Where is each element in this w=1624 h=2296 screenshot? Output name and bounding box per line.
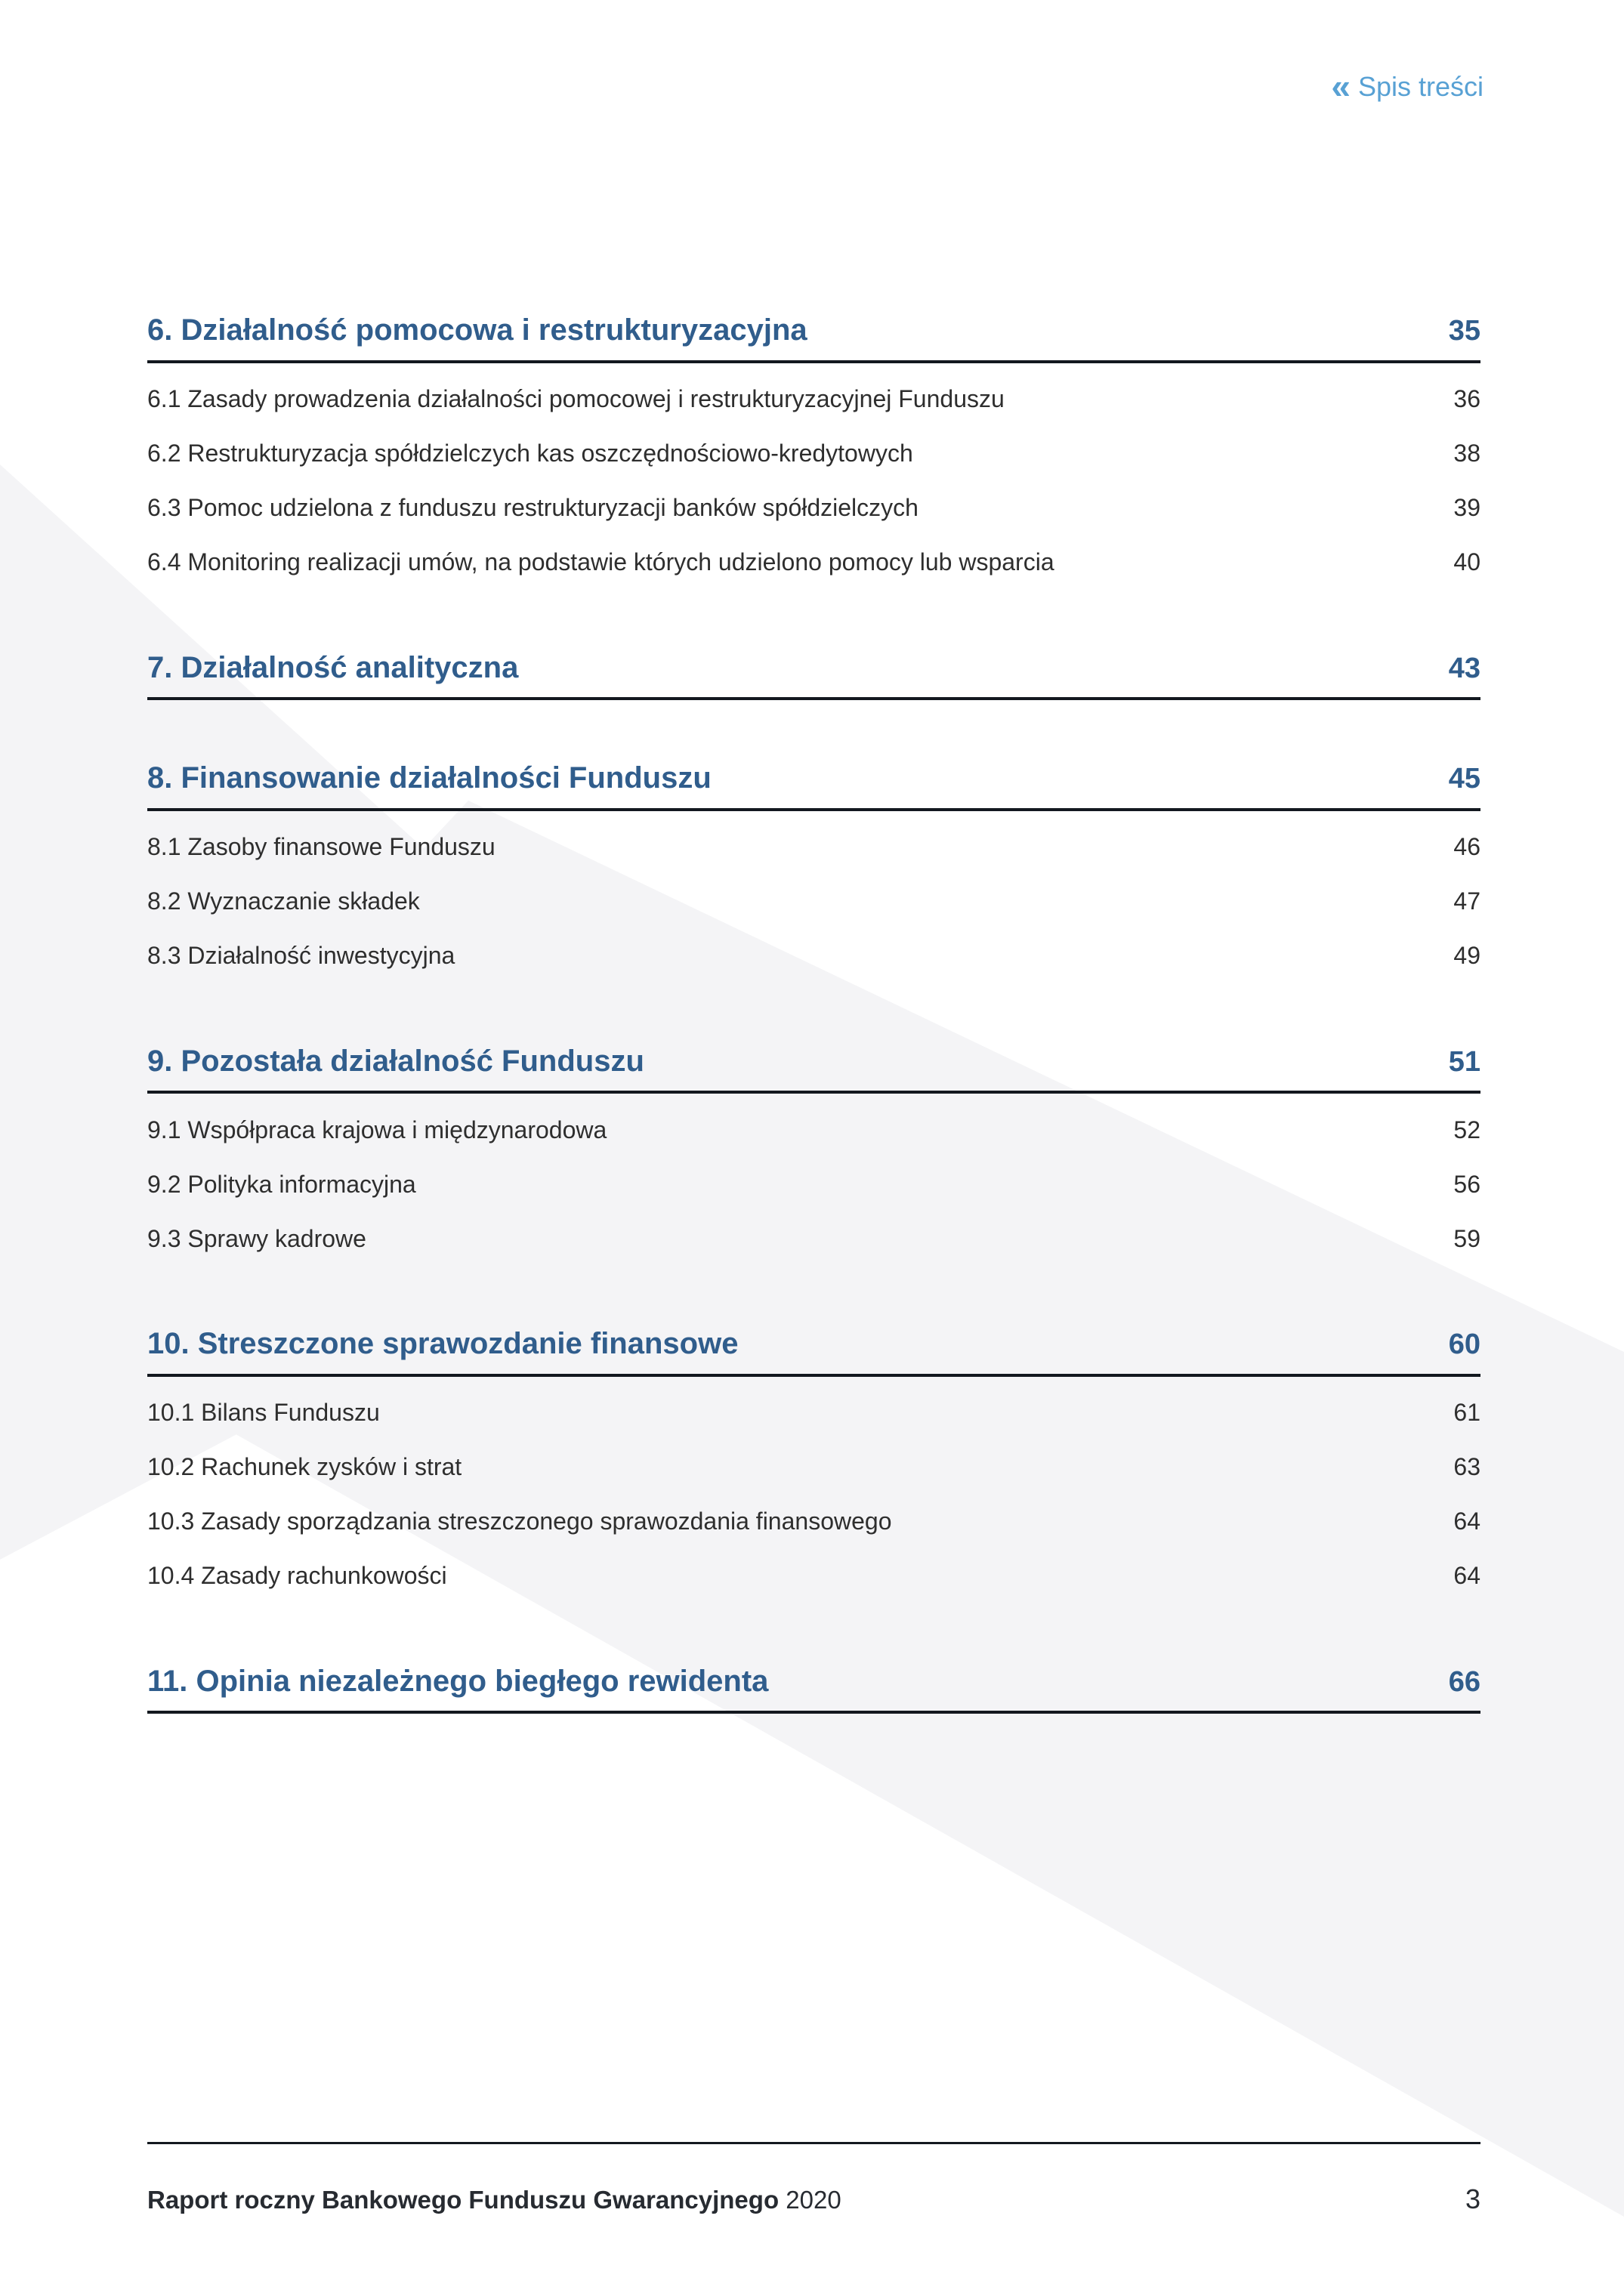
footer-report-year: 2020 [786,2186,841,2214]
toc-section [147,1325,1480,1603]
toc-entry[interactable] [147,1103,1480,1157]
entry-page-number: 47 [1453,887,1480,915]
chevrons-left-icon: « [1331,66,1351,106]
toc-section-heading[interactable] [147,311,1480,363]
section-page-number: 43 [1448,652,1480,684]
section-title: 10. Streszczone sprawozdanie finansowe [147,1327,739,1360]
entry-page-number: 63 [1453,1453,1480,1481]
toc-section-heading[interactable] [147,1662,1480,1714]
toc-entry[interactable] [147,875,1480,929]
toc-entry[interactable] [147,1386,1480,1440]
section-page-number: 51 [1448,1045,1480,1078]
entry-label: 9.1 Współpraca krajowa i międzynarodowa [147,1116,607,1143]
entry-label: 10.1 Bilans Funduszu [147,1399,380,1427]
entry-page-number: 46 [1453,833,1480,861]
toc-entry[interactable] [147,427,1480,481]
toc-section [147,311,1480,590]
entry-page-number: 56 [1453,1170,1480,1198]
toc-section-heading[interactable] [147,1042,1480,1094]
entry-label: 9.3 Sprawy kadrowe [147,1224,366,1252]
entry-page-number: 40 [1453,548,1480,576]
entry-label: 6.4 Monitoring realizacji umów, na podstawie których udzielono pomocy lub wsparcia [147,548,1054,576]
section-title: 9. Pozostała działalność Funduszu [147,1044,644,1078]
entry-label: 10.3 Zasady sporządzania streszczonego sprawozdania finansowego [147,1508,892,1535]
section-page-number: 66 [1448,1665,1480,1698]
toc-entry[interactable] [147,535,1480,590]
section-title: 6. Działalność pomocowa i restrukturyzacyjna [147,313,807,347]
section-title: 11. Opinia niezależnego biegłego rewidenta [147,1664,769,1698]
entry-page-number: 38 [1453,440,1480,468]
entry-page-number: 39 [1453,494,1480,522]
section-page-number: 45 [1448,763,1480,795]
toc-entry[interactable] [147,820,1480,875]
toc-entries [147,1377,1480,1603]
toc-section [147,759,1480,983]
entry-page-number: 36 [1453,385,1480,413]
toc-entry[interactable] [147,481,1480,535]
footer-report-title [147,2186,841,2214]
toc-entries [147,811,1480,983]
entry-label: 10.4 Zasady rachunkowości [147,1562,447,1590]
back-to-toc-label: Spis treści [1357,71,1484,102]
toc-section-heading[interactable] [147,759,1480,811]
toc-content [147,0,1480,1714]
toc-entries [147,363,1480,590]
toc-section-heading[interactable] [147,649,1480,701]
entry-page-number: 59 [1453,1224,1480,1252]
entry-label: 8.1 Zasoby finansowe Funduszu [147,833,496,861]
entry-label: 8.2 Wyznaczanie składek [147,887,420,915]
toc-entry[interactable] [147,929,1480,983]
toc-entry[interactable] [147,1549,1480,1603]
entry-page-number: 61 [1453,1399,1480,1427]
toc-entry[interactable] [147,1440,1480,1495]
entry-label: 6.1 Zasady prowadzenia działalności pomocowej i restrukturyzacyjnej Funduszu [147,385,1005,413]
toc-entry[interactable] [147,1157,1480,1211]
toc-section [147,1662,1480,1714]
section-title: 8. Finansowanie działalności Funduszu [147,761,712,795]
page-footer [147,2142,1480,2215]
toc-section-heading[interactable] [147,1325,1480,1377]
entry-page-number: 49 [1453,942,1480,970]
toc-section [147,1042,1480,1267]
toc-section [147,649,1480,701]
section-page-number: 35 [1448,315,1480,347]
section-title: 7. Działalność analityczna [147,650,519,684]
entry-page-number: 64 [1453,1508,1480,1535]
footer-page-number: 3 [1465,2183,1480,2214]
entry-label: 6.2 Restrukturyzacja spółdzielczych kas oszczędnościowo-kredytowych [147,440,913,468]
entry-page-number: 64 [1453,1562,1480,1590]
toc-entry[interactable] [147,1495,1480,1549]
section-page-number: 60 [1448,1329,1480,1360]
entry-label: 10.2 Rachunek zysków i strat [147,1453,462,1481]
footer-report-title-text: Raport roczny Bankowego Funduszu Gwarancyjnego [147,2186,780,2214]
entry-label: 9.2 Polityka informacyjna [147,1170,416,1198]
entry-label: 8.3 Działalność inwestycyjna [147,942,455,970]
toc-entry[interactable] [147,372,1480,427]
entry-page-number: 52 [1453,1116,1480,1143]
toc-entries [147,1094,1480,1266]
entry-label: 6.3 Pomoc udzielona z funduszu restrukturyzacji banków spółdzielczych [147,494,919,522]
toc-entry[interactable] [147,1211,1480,1266]
